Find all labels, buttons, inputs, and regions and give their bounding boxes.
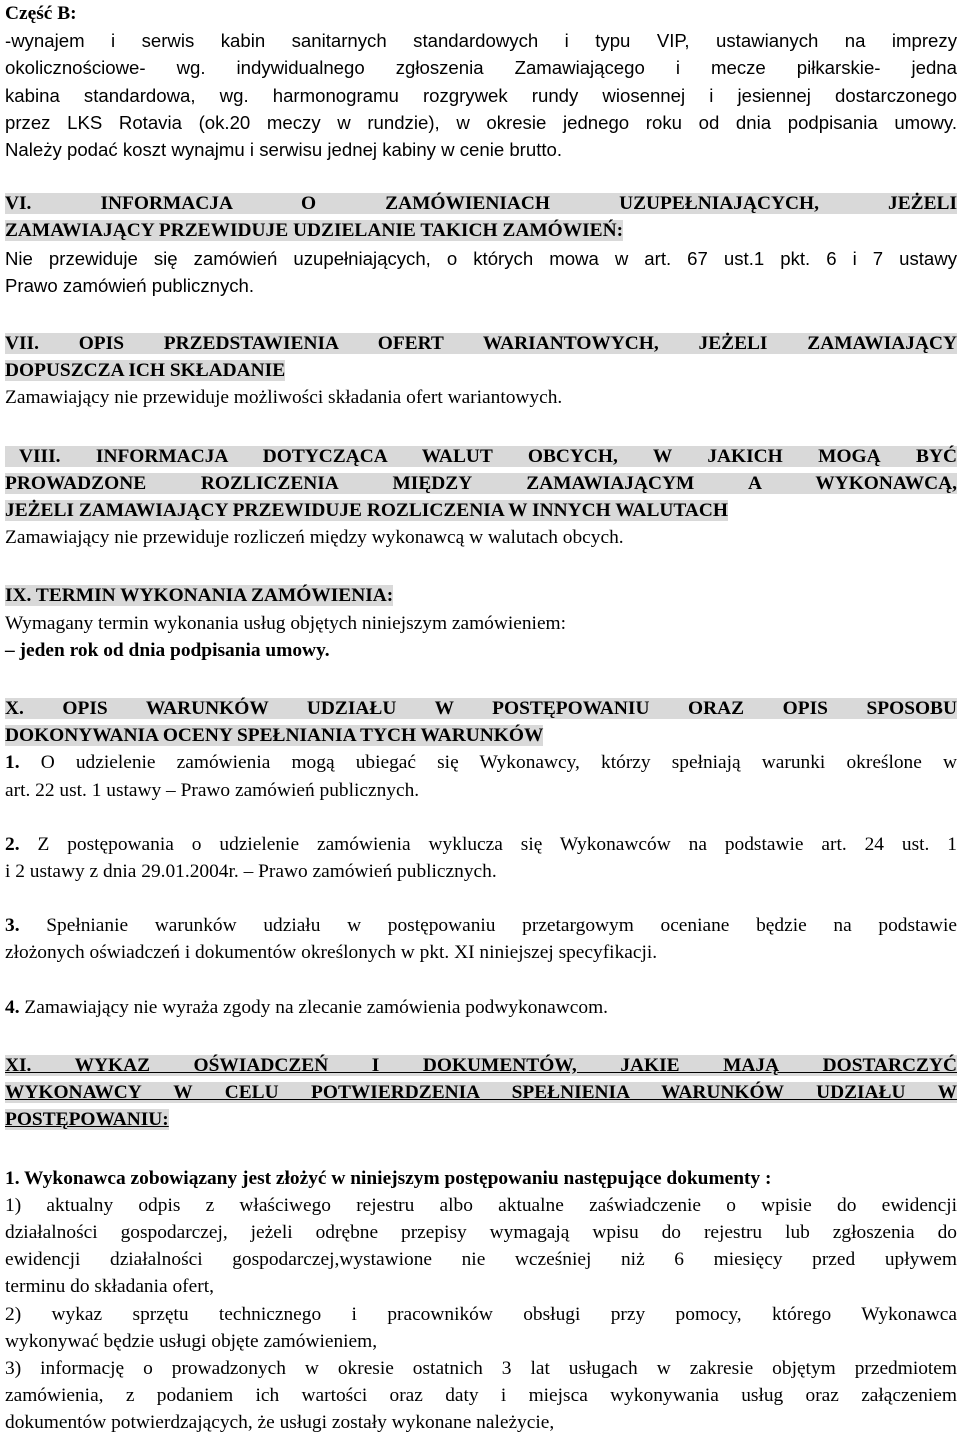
section-xi-line: 2) wykaz sprzętu technicznego i pracowników obsługi przy pomocy, którego Wykonawca (5, 1303, 957, 1325)
section-x-item-2: 2. Z postępowania o udzielenie zamówienia wyklucza się Wykonawców na podstawie art. 24 ust. 1 (5, 833, 957, 855)
section-x-heading: X. OPIS WARUNKÓW UDZIAŁU W POSTĘPOWANIU ORAZ OPIS SPOSOBU (5, 698, 957, 720)
part-b-text (5, 27, 957, 163)
part-b-line: Należy podać koszt wynajmu i serwisu jednej kabiny w cenie brutto. (5, 139, 563, 161)
part-b-line: przez LKS Rotavia (ok.20 meczy w rundzie), w okresie jednego roku od dnia podpisania umowy. (5, 111, 957, 133)
section-viii-body: Zamawiający nie przewiduje rozliczeń między wykonawcą w walutach obcych. (5, 527, 624, 549)
section-x-item-2-cont: i 2 ustawy z dnia 29.01.2004r. – Prawo zamówień publicznych. (5, 861, 497, 883)
part-b-line: -wynajem i serwis kabin sanitarnych standardowych i typu VIP, ustawianych na imprezy (5, 30, 957, 52)
section-viii-heading: PROWADZONE ROZLICZENIA MIĘDZY ZAMAWIAJĄCYM A WYKONAWCĄ, (5, 472, 957, 494)
part-b-line: okolicznościowe- wg. indywidualnego zgłoszenia Zamawiającego i mecze piłkarskie- jedna (5, 57, 957, 79)
section-xi-line: terminu do składania ofert, (5, 1276, 214, 1298)
section-xi-line: wykonywać będzie usługi objęte zamówieniem, (5, 1330, 378, 1352)
section-x-item-1-cont: art. 22 ust. 1 ustawy – Prawo zamówień publicznych. (5, 779, 420, 801)
section-x-item-1: 1. O udzielenie zamówienia mogą ubiegać się Wykonawcy, którzy spełniają warunki określone w (5, 752, 957, 774)
section-xi-line: dokumentów potwierdzających, że usługi zostały wykonane należycie, (5, 1412, 555, 1434)
section-xi-line: działalności gospodarczej, jeżeli odrębne przepisy wymagają wpisu do rejestru lub zgłoszenia do (5, 1221, 957, 1243)
part-b-line: kabina standardowa, wg. harmonogramu rozgrywek rundy wiosennej i jesiennej dostarczonego (5, 84, 957, 106)
section-xi-heading: XI. WYKAZ OŚWIADCZEŃ I DOKUMENTÓW, JAKIE MAJĄ DOSTARCZYĆ (5, 1054, 957, 1076)
section-x-item-3-cont: złożonych oświadczeń i dokumentów określonych w pkt. XI niniejszej specyfikacji. (5, 942, 658, 964)
section-vi-heading: VI. INFORMACJA O ZAMÓWIENIACH UZUPEŁNIAJĄCYCH, JEŻELI (5, 193, 957, 215)
section-xi-line: zamówienia, z podaniem ich wartości oraz daty i miejsca wykonywania usług oraz załączeniem (5, 1385, 957, 1407)
section-x-item-4: 4. Zamawiający nie wyraża zgody na zlecanie zamówienia podwykonawcom. (5, 996, 609, 1018)
section-vi-body: Nie przewiduje się zamówień uzupełniających, o których mowa w art. 67 ust.1 pkt. 6 i 7 ustawy (5, 247, 957, 269)
section-ix-heading: IX. TERMIN WYKONANIA ZAMÓWIENIA: (5, 585, 394, 607)
section-viii-heading: VIII. INFORMACJA DOTYCZĄCA WALUT OBCYCH, W JAKICH MOGĄ BYĆ (5, 443, 957, 470)
section-xi-line: ewidencji działalności gospodarczej,wystawione nie wcześniej niż 6 miesięcy przed upływem (5, 1249, 957, 1271)
section-xi-heading: WYKONAWCY W CELU POTWIERDZENIA SPEŁNIENIA WARUNKÓW UDZIAŁU W (5, 1082, 957, 1104)
section-vii-heading: VII. OPIS PRZEDSTAWIENIA OFERT WARIANTOWYCH, JEŻELI ZAMAWIAJĄCY (5, 333, 957, 355)
part-b-heading: Część B: (5, 3, 77, 24)
document-page (5, 0, 957, 1437)
section-x-heading: DOKONYWANIA OCENY SPEŁNIANIA TYCH WARUNKÓW (5, 725, 544, 747)
section-xi-heading: POSTĘPOWANIU: (5, 1109, 169, 1131)
section-xi-line: 3) informację o prowadzonych w okresie ostatnich 3 lat usługach w zakresie objętym przedmiotem (5, 1357, 957, 1379)
section-ix-body: Wymagany termin wykonania usług objętych niniejszym zamówieniem: (5, 612, 567, 634)
section-x-item-3: 3. Spełnianie warunków udziału w postępowaniu przetargowym oceniane będzie na podstawie (5, 915, 957, 937)
section-vi-heading: ZAMAWIAJĄCY PRZEWIDUJE UDZIELANIE TAKICH ZAMÓWIEŃ: (5, 220, 624, 242)
section-ix-term: – jeden rok od dnia podpisania umowy. (5, 639, 330, 661)
section-vii-body: Zamawiający nie przewiduje możliwości składania ofert wariantowych. (5, 387, 563, 409)
section-xi-subheading: 1. Wykonawca zobowiązany jest złożyć w niniejszym postępowaniu następujące dokumenty : (5, 1167, 772, 1189)
section-viii-heading: JEŻELI ZAMAWIAJĄCY PRZEWIDUJE ROZLICZENIA W INNYCH WALUTACH (5, 500, 728, 522)
section-xi-line: 1) aktualny odpis z właściwego rejestru albo aktualne zaświadczenie o wpisie do ewidencji (5, 1194, 957, 1216)
section-vi-body: Prawo zamówień publicznych. (5, 274, 255, 296)
section-vii-heading: DOPUSZCZA ICH SKŁADANIE (5, 360, 286, 382)
